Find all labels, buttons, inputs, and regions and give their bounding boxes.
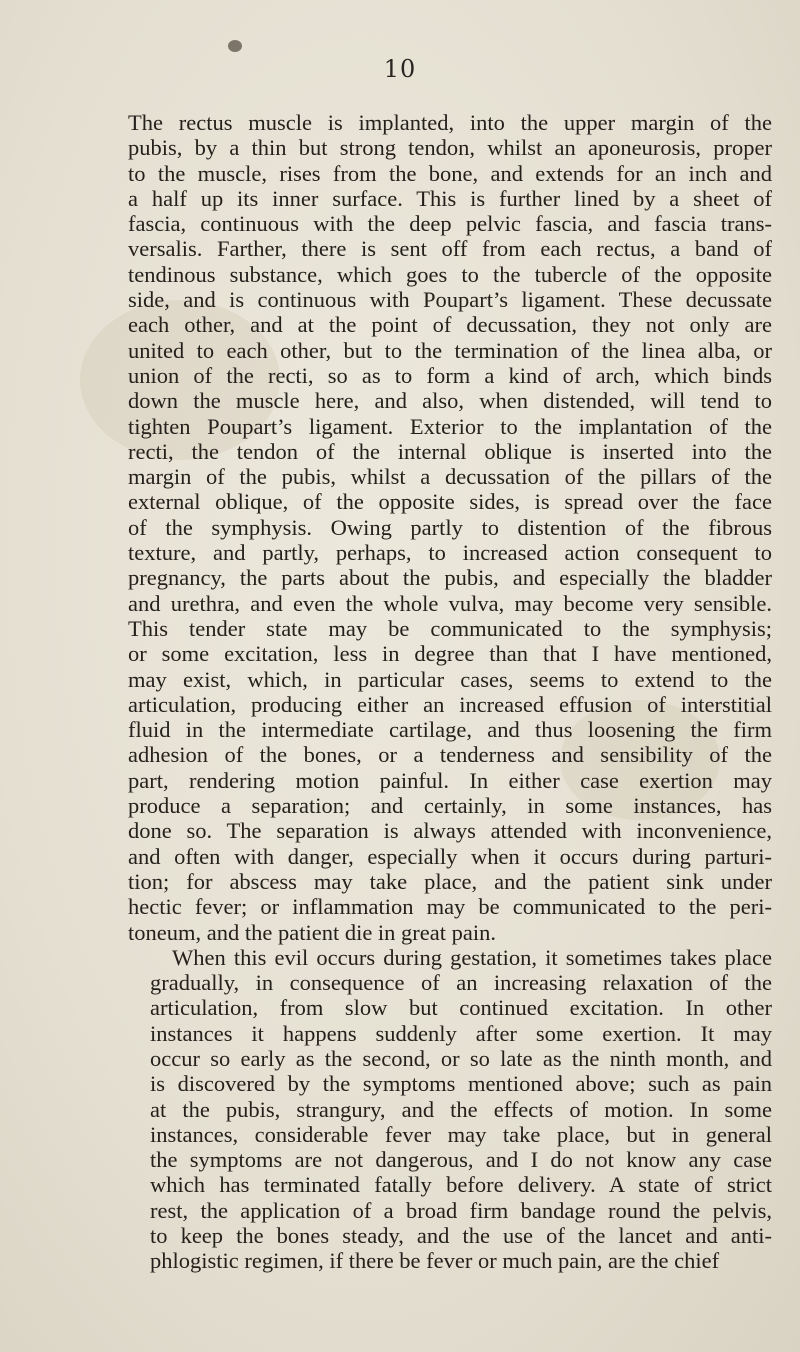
body-text (128, 110, 772, 1274)
text-line: to keep the bones steady, and the use of the lancet and anti- (150, 1223, 772, 1249)
text-line: instances, considerable fever may take place, but in general (150, 1121, 772, 1147)
paragraph (128, 110, 772, 945)
text-line: gradually, in consequence of an increasing relaxation of the (150, 970, 772, 996)
text-line: tion; for abscess may take place, and the patient sink under (128, 868, 772, 894)
text-line: adhesion of the bones, or a tenderness and sensibility of the (128, 742, 772, 768)
text-line: hectic fever; or inflammation may be communicated to the peri- (128, 894, 772, 920)
text-line: produce a separation; and certainly, in some instances, has (128, 793, 772, 819)
text-line: or some excitation, less in degree than that I have mentioned, (128, 641, 772, 667)
paper-stain (228, 40, 242, 52)
text-line: This tender state may be communicated to the symphysis; (128, 615, 772, 641)
text-line: at the pubis, strangury, and the effects of motion. In some (150, 1096, 772, 1122)
text-line: which has terminated fatally before delivery. A state of strict (150, 1172, 772, 1198)
text-line: side, and is continuous with Poupart’s ligament. These decussate (128, 287, 772, 313)
text-line: versalis. Farther, there is sent off from each rectus, a band of (128, 236, 772, 262)
text-line: a half up its inner surface. This is further lined by a sheet of (128, 185, 772, 211)
page-number: 10 (383, 55, 417, 83)
text-line: and urethra, and even the whole vulva, may become very sensible. (128, 590, 772, 616)
text-line: occur so early as the second, or so late as the ninth month, and (150, 1045, 772, 1071)
text-line: tendinous substance, which goes to the tubercle of the opposite (128, 261, 772, 287)
text-line: part, rendering motion painful. In either case exertion may (128, 767, 772, 793)
text-line: texture, and partly, perhaps, to increased action consequent to (128, 540, 772, 566)
text-line: articulation, from slow but continued excitation. In other (150, 995, 772, 1021)
text-line: each other, and at the point of decussation, they not only are (128, 312, 772, 338)
text-line: articulation, producing either an increased effusion of interstitial (128, 691, 772, 717)
text-line: external oblique, of the opposite sides, is spread over the face (128, 489, 772, 515)
text-line: toneum, and the patient die in great pain. (128, 919, 497, 945)
text-line: pubis, by a thin but strong tendon, whilst an aponeurosis, proper (128, 135, 772, 161)
text-line: pregnancy, the parts about the pubis, and especially the bladder (128, 565, 772, 591)
text-line: recti, the tendon of the internal oblique is inserted into the (128, 438, 772, 464)
text-line: union of the recti, so as to form a kind of arch, which binds (128, 362, 772, 388)
text-line: tighten Poupart’s ligament. Exterior to the implantation of the (128, 413, 772, 439)
text-line: the symptoms are not dangerous, and I do not know any case (150, 1147, 772, 1173)
text-line: done so. The separation is always attended with inconvenience, (128, 818, 772, 844)
text-line: When this evil occurs during gestation, it sometimes takes place (172, 944, 772, 970)
text-line: is discovered by the symptoms mentioned above; such as pain (150, 1071, 772, 1097)
text-line: of the symphysis. Owing partly to distention of the fibrous (128, 514, 772, 540)
text-line: The rectus muscle is implanted, into the upper margin of the (128, 110, 772, 135)
paragraph (128, 945, 772, 1274)
text-line: fascia, continuous with the deep pelvic fascia, and fascia trans- (128, 211, 772, 237)
text-line: margin of the pubis, whilst a decussation of the pillars of the (128, 464, 772, 490)
text-line: and often with danger, especially when it occurs during parturi- (128, 843, 772, 869)
text-line: may exist, which, in particular cases, seems to extend to the (128, 666, 772, 692)
text-line: down the muscle here, and also, when distended, will tend to (128, 388, 772, 414)
text-line: fluid in the intermediate cartilage, and thus loosening the firm (128, 717, 772, 743)
text-line: united to each other, but to the termination of the linea alba, or (128, 337, 772, 363)
text-line: to the muscle, rises from the bone, and extends for an inch and (128, 160, 772, 186)
text-line: rest, the application of a broad firm bandage round the pelvis, (150, 1197, 772, 1223)
text-line: phlogistic regimen, if there be fever or much pain, are the chief (150, 1248, 720, 1274)
text-line: instances it happens suddenly after some exertion. It may (150, 1020, 772, 1046)
